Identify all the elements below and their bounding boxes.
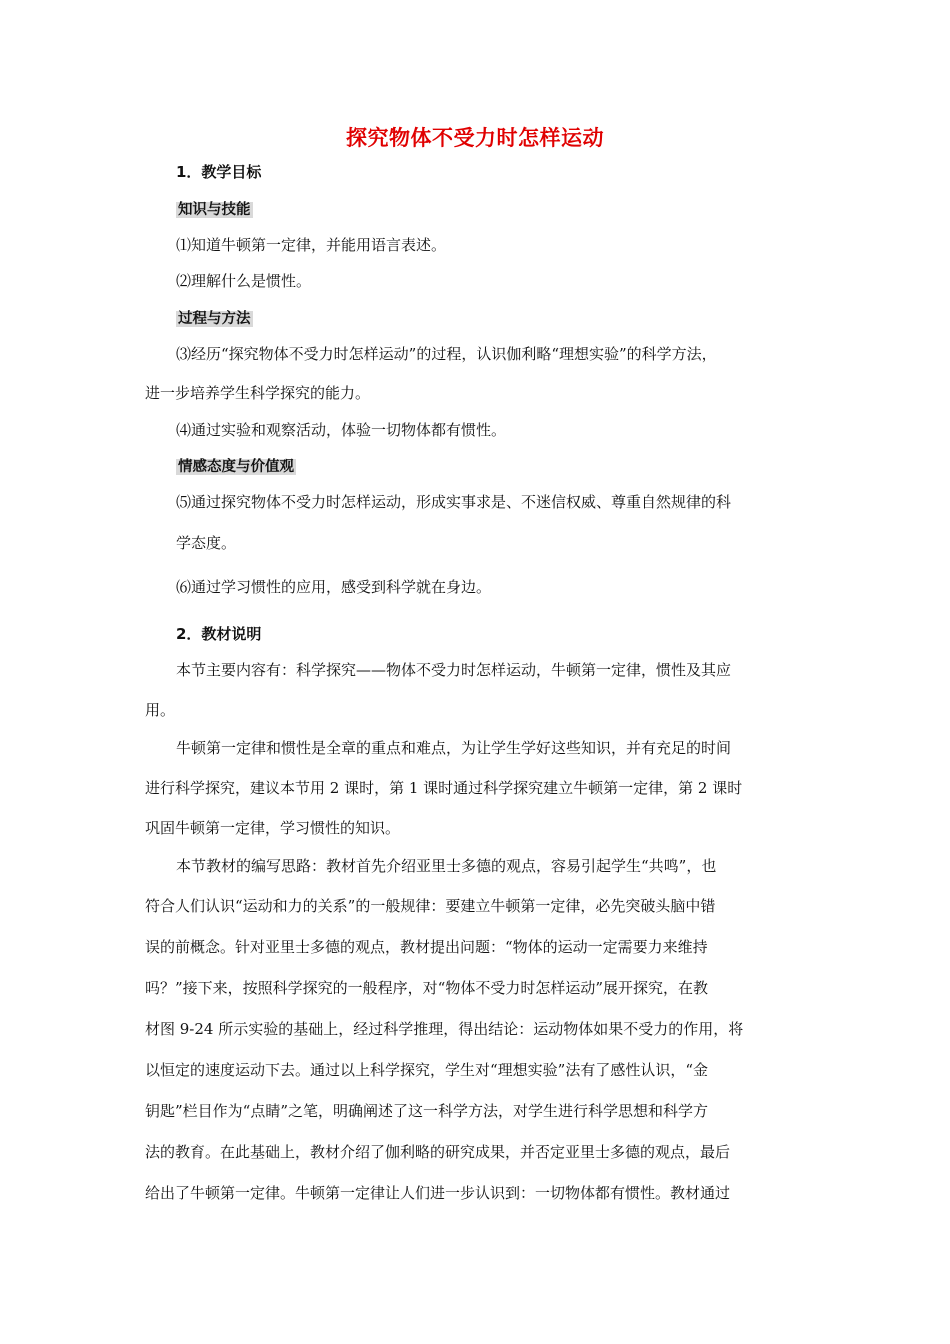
goal-item-5-line-1: ⑸通过探究物体不受力时怎样运动，形成实事求是、不迷信权威、尊重自然规律的科 bbox=[176, 493, 732, 511]
goal-item-4: ⑷通过实验和观察活动，体验一切物体都有惯性。 bbox=[176, 421, 507, 439]
goal-item-3-line-1: ⑶经历“探究物体不受力时怎样运动”的过程，认识伽利略“理想实验”的科学方法， bbox=[176, 345, 717, 363]
document-title: 探究物体不受力时怎样运动 bbox=[346, 126, 604, 150]
paragraph-line: 钥匙”栏目作为“点睛”之笔，明确阐述了这一科学方法，对学生进行科学思想和科学方 bbox=[145, 1102, 709, 1120]
paragraph-line: 给出了牛顿第一定律。牛顿第一定律让人们进一步认识到：一切物体都有惯性。教材通过 bbox=[145, 1184, 731, 1202]
paragraph-line: 用。 bbox=[145, 701, 176, 719]
paragraph-line: 本节教材的编写思路：教材首先介绍亚里士多德的观点，容易引起学生“共鸣”，也 bbox=[176, 857, 717, 875]
paragraph-line: 以恒定的速度运动下去。通过以上科学探究，学生对“理想实验”法有了感性认识，“金 bbox=[145, 1061, 709, 1079]
paragraph-line: 牛顿第一定律和惯性是全章的重点和难点，为让学生学好这些知识，并有充足的时间 bbox=[176, 739, 732, 757]
goal-item-3-line-2: 进一步培养学生科学探究的能力。 bbox=[145, 384, 371, 402]
paragraph-line: 法的教育。在此基础上，教材介绍了伽利略的研究成果，并否定亚里士多德的观点，最后 bbox=[145, 1143, 731, 1161]
paragraph-line: 误的前概念。针对亚里士多德的观点，教材提出问题：“物体的运动一定需要力来维持 bbox=[145, 938, 708, 956]
goal-item-1: ⑴知道牛顿第一定律，并能用语言表述。 bbox=[176, 236, 447, 254]
section-heading-teaching-goals: 1．教学目标 bbox=[176, 163, 262, 181]
subheading-process-method: 过程与方法 bbox=[178, 311, 251, 327]
paragraph-line: 材图 9-24 所示实验的基础上，经过科学推理，得出结论：运动物体如果不受力的作用，将 bbox=[145, 1020, 744, 1038]
goal-item-6: ⑹通过学习惯性的应用，感受到科学就在身边。 bbox=[176, 578, 492, 596]
goal-item-2: ⑵理解什么是惯性。 bbox=[176, 272, 312, 290]
goal-item-5-line-2: 学态度。 bbox=[176, 534, 237, 552]
subheading-emotion-values: 情感态度与价值观 bbox=[178, 459, 294, 475]
section-heading-material: 2．教材说明 bbox=[176, 625, 262, 643]
paragraph-line: 巩固牛顿第一定律，学习惯性的知识。 bbox=[145, 819, 401, 837]
paragraph-line: 本节主要内容有：科学探究——物体不受力时怎样运动，牛顿第一定律，惯性及其应 bbox=[176, 661, 732, 679]
paragraph-line: 进行科学探究，建议本节用 2 课时，第 1 课时通过科学探究建立牛顿第一定律，第 2 课时 bbox=[145, 779, 743, 797]
paragraph-line: 符合人们认识“运动和力的关系”的一般规律：要建立牛顿第一定律，必先突破头脑中错 bbox=[145, 897, 716, 915]
paragraph-line: 吗？”接下来，按照科学探究的一般程序，对“物体不受力时怎样运动”展开探究，在教 bbox=[145, 979, 709, 997]
subheading-knowledge-skills: 知识与技能 bbox=[178, 202, 251, 218]
